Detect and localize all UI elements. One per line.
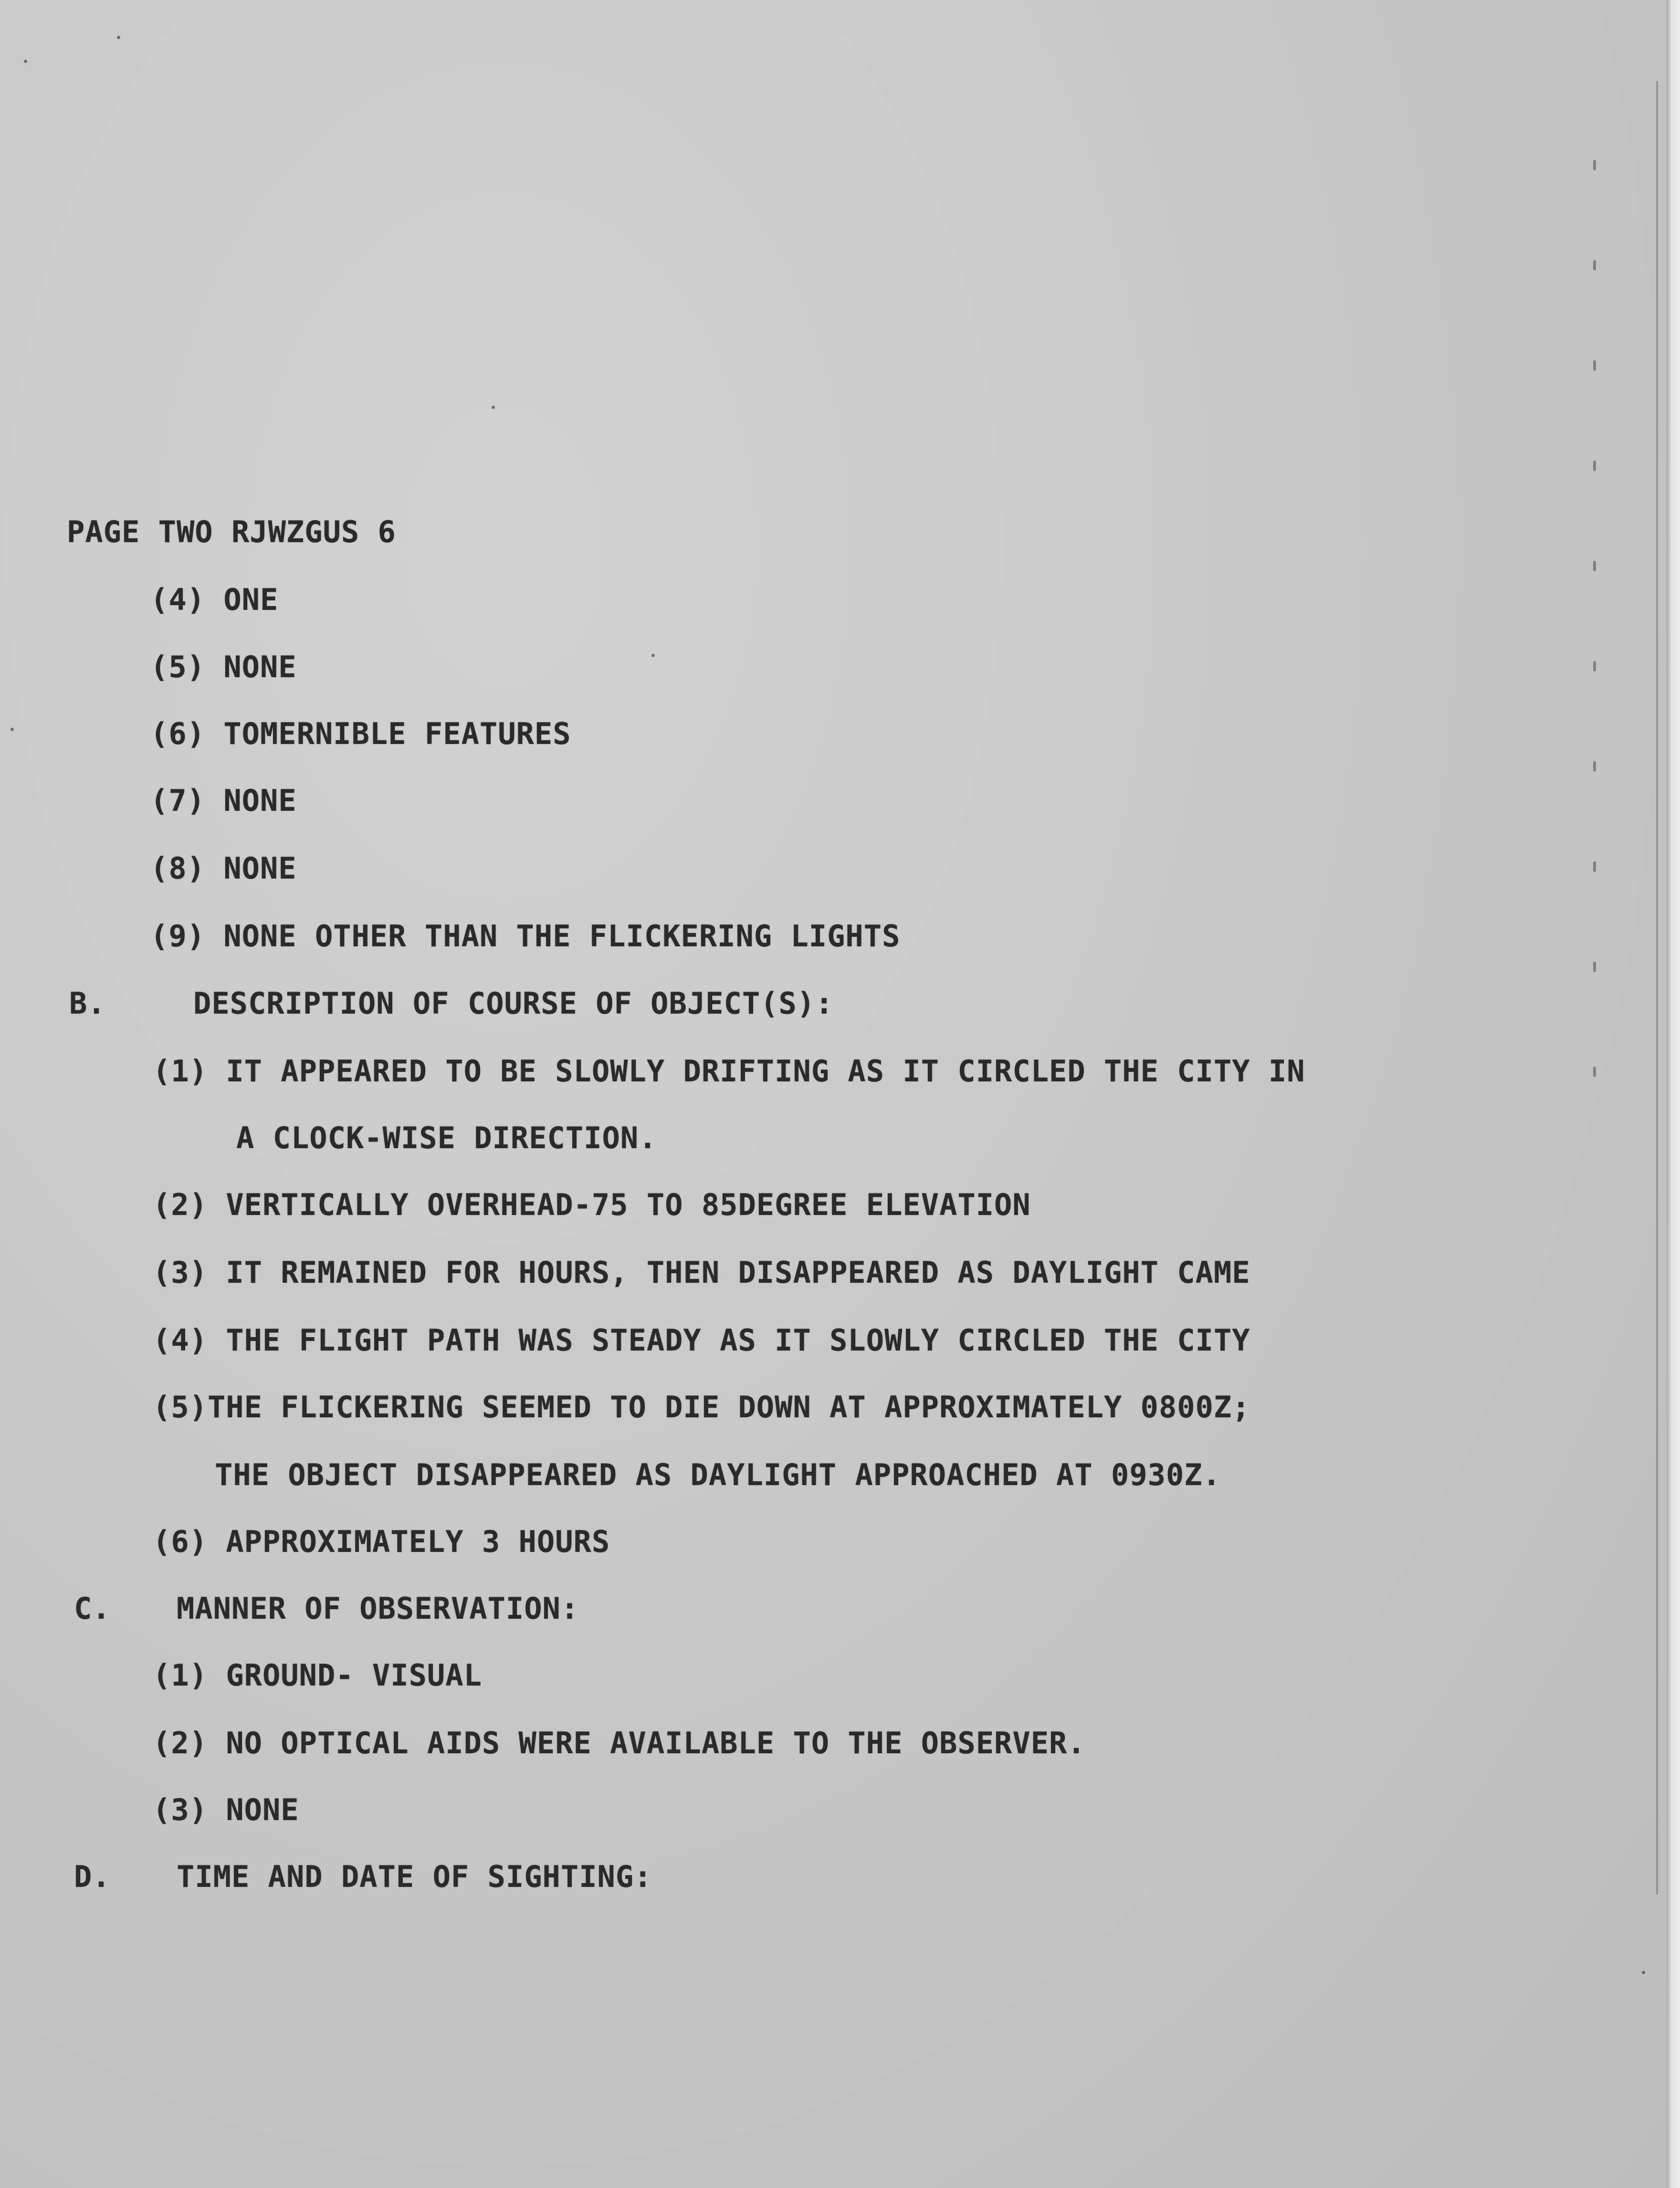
item-text: ONE [223, 582, 279, 617]
item-a7 [150, 784, 297, 817]
item-number: (3) [153, 1792, 208, 1827]
item-c3 [153, 1793, 299, 1827]
item-a4 [150, 583, 278, 617]
item-text: IT APPEARED TO BE SLOWLY DRIFTING AS IT CIRCLED THE CITY IN [226, 1054, 1305, 1089]
item-a9 [150, 920, 900, 953]
section-c-title: MANNER OF OBSERVATION: [177, 1591, 579, 1626]
item-b1 [153, 1055, 1305, 1088]
item-b3 [153, 1256, 1250, 1289]
item-text: VERTICALLY OVERHEAD-75 TO 85DEGREE ELEVATION [226, 1187, 1031, 1222]
item-text: TOMERNIBLE FEATURES [223, 716, 571, 751]
item-number: (7) [150, 783, 205, 818]
item-b5 [153, 1391, 1250, 1424]
section-b-title: DESCRIPTION OF COURSE OF OBJECT(S): [193, 986, 834, 1021]
item-number: (2) [153, 1187, 208, 1222]
item-number: (1) [153, 1054, 208, 1089]
item-number: (6) [150, 716, 205, 751]
page-header: PAGE TWO RJWZGUS 6 [67, 514, 396, 549]
item-b1-continued: A CLOCK-WISE DIRECTION. [236, 1120, 657, 1155]
item-text: NONE [226, 1792, 299, 1827]
item-c2 [153, 1727, 1086, 1760]
item-b5-continued: THE OBJECT DISAPPEARED AS DAYLIGHT APPROACHED AT 0930Z. [215, 1457, 1221, 1492]
item-number: (5) [153, 1390, 208, 1424]
item-text: NONE [223, 649, 297, 684]
item-b6 [153, 1525, 610, 1559]
item-number: (2) [153, 1726, 208, 1760]
item-text: THE FLIGHT PATH WAS STEADY AS IT SLOWLY CIRCLED THE CITY [226, 1323, 1250, 1358]
item-text: APPROXIMATELY 3 HOURS [226, 1524, 610, 1559]
section-b-letter: B. [69, 986, 106, 1021]
item-a8 [150, 852, 297, 885]
item-number: (1) [153, 1658, 208, 1693]
item-a6 [150, 717, 571, 751]
item-number: (4) [153, 1323, 208, 1358]
item-text: NONE OTHER THAN THE FLICKERING LIGHTS [223, 919, 901, 953]
item-number: (5) [150, 649, 205, 684]
item-number: (4) [150, 582, 205, 617]
item-text: NO OPTICAL AIDS WERE AVAILABLE TO THE OBSERVER. [226, 1726, 1086, 1760]
item-number: (9) [150, 919, 205, 953]
item-a5 [150, 650, 297, 684]
item-c1 [153, 1659, 482, 1692]
section-c-letter: C. [74, 1591, 111, 1626]
item-text: NONE [223, 783, 297, 818]
item-b2 [153, 1188, 1031, 1222]
item-number: (3) [153, 1255, 208, 1290]
item-number: (8) [150, 851, 205, 886]
section-d-letter: D. [74, 1859, 111, 1894]
section-d-title: TIME AND DATE OF SIGHTING: [177, 1859, 652, 1894]
item-text: IT REMAINED FOR HOURS, THEN DISAPPEARED AS DAYLIGHT CAME [226, 1255, 1250, 1290]
item-text: GROUND- VISUAL [226, 1658, 482, 1693]
item-number: (6) [153, 1524, 208, 1559]
item-text: NONE [223, 851, 297, 886]
item-text: THE FLICKERING SEEMED TO DIE DOWN AT APPROXIMATELY 0800Z; [207, 1390, 1250, 1424]
item-b4 [153, 1324, 1250, 1357]
